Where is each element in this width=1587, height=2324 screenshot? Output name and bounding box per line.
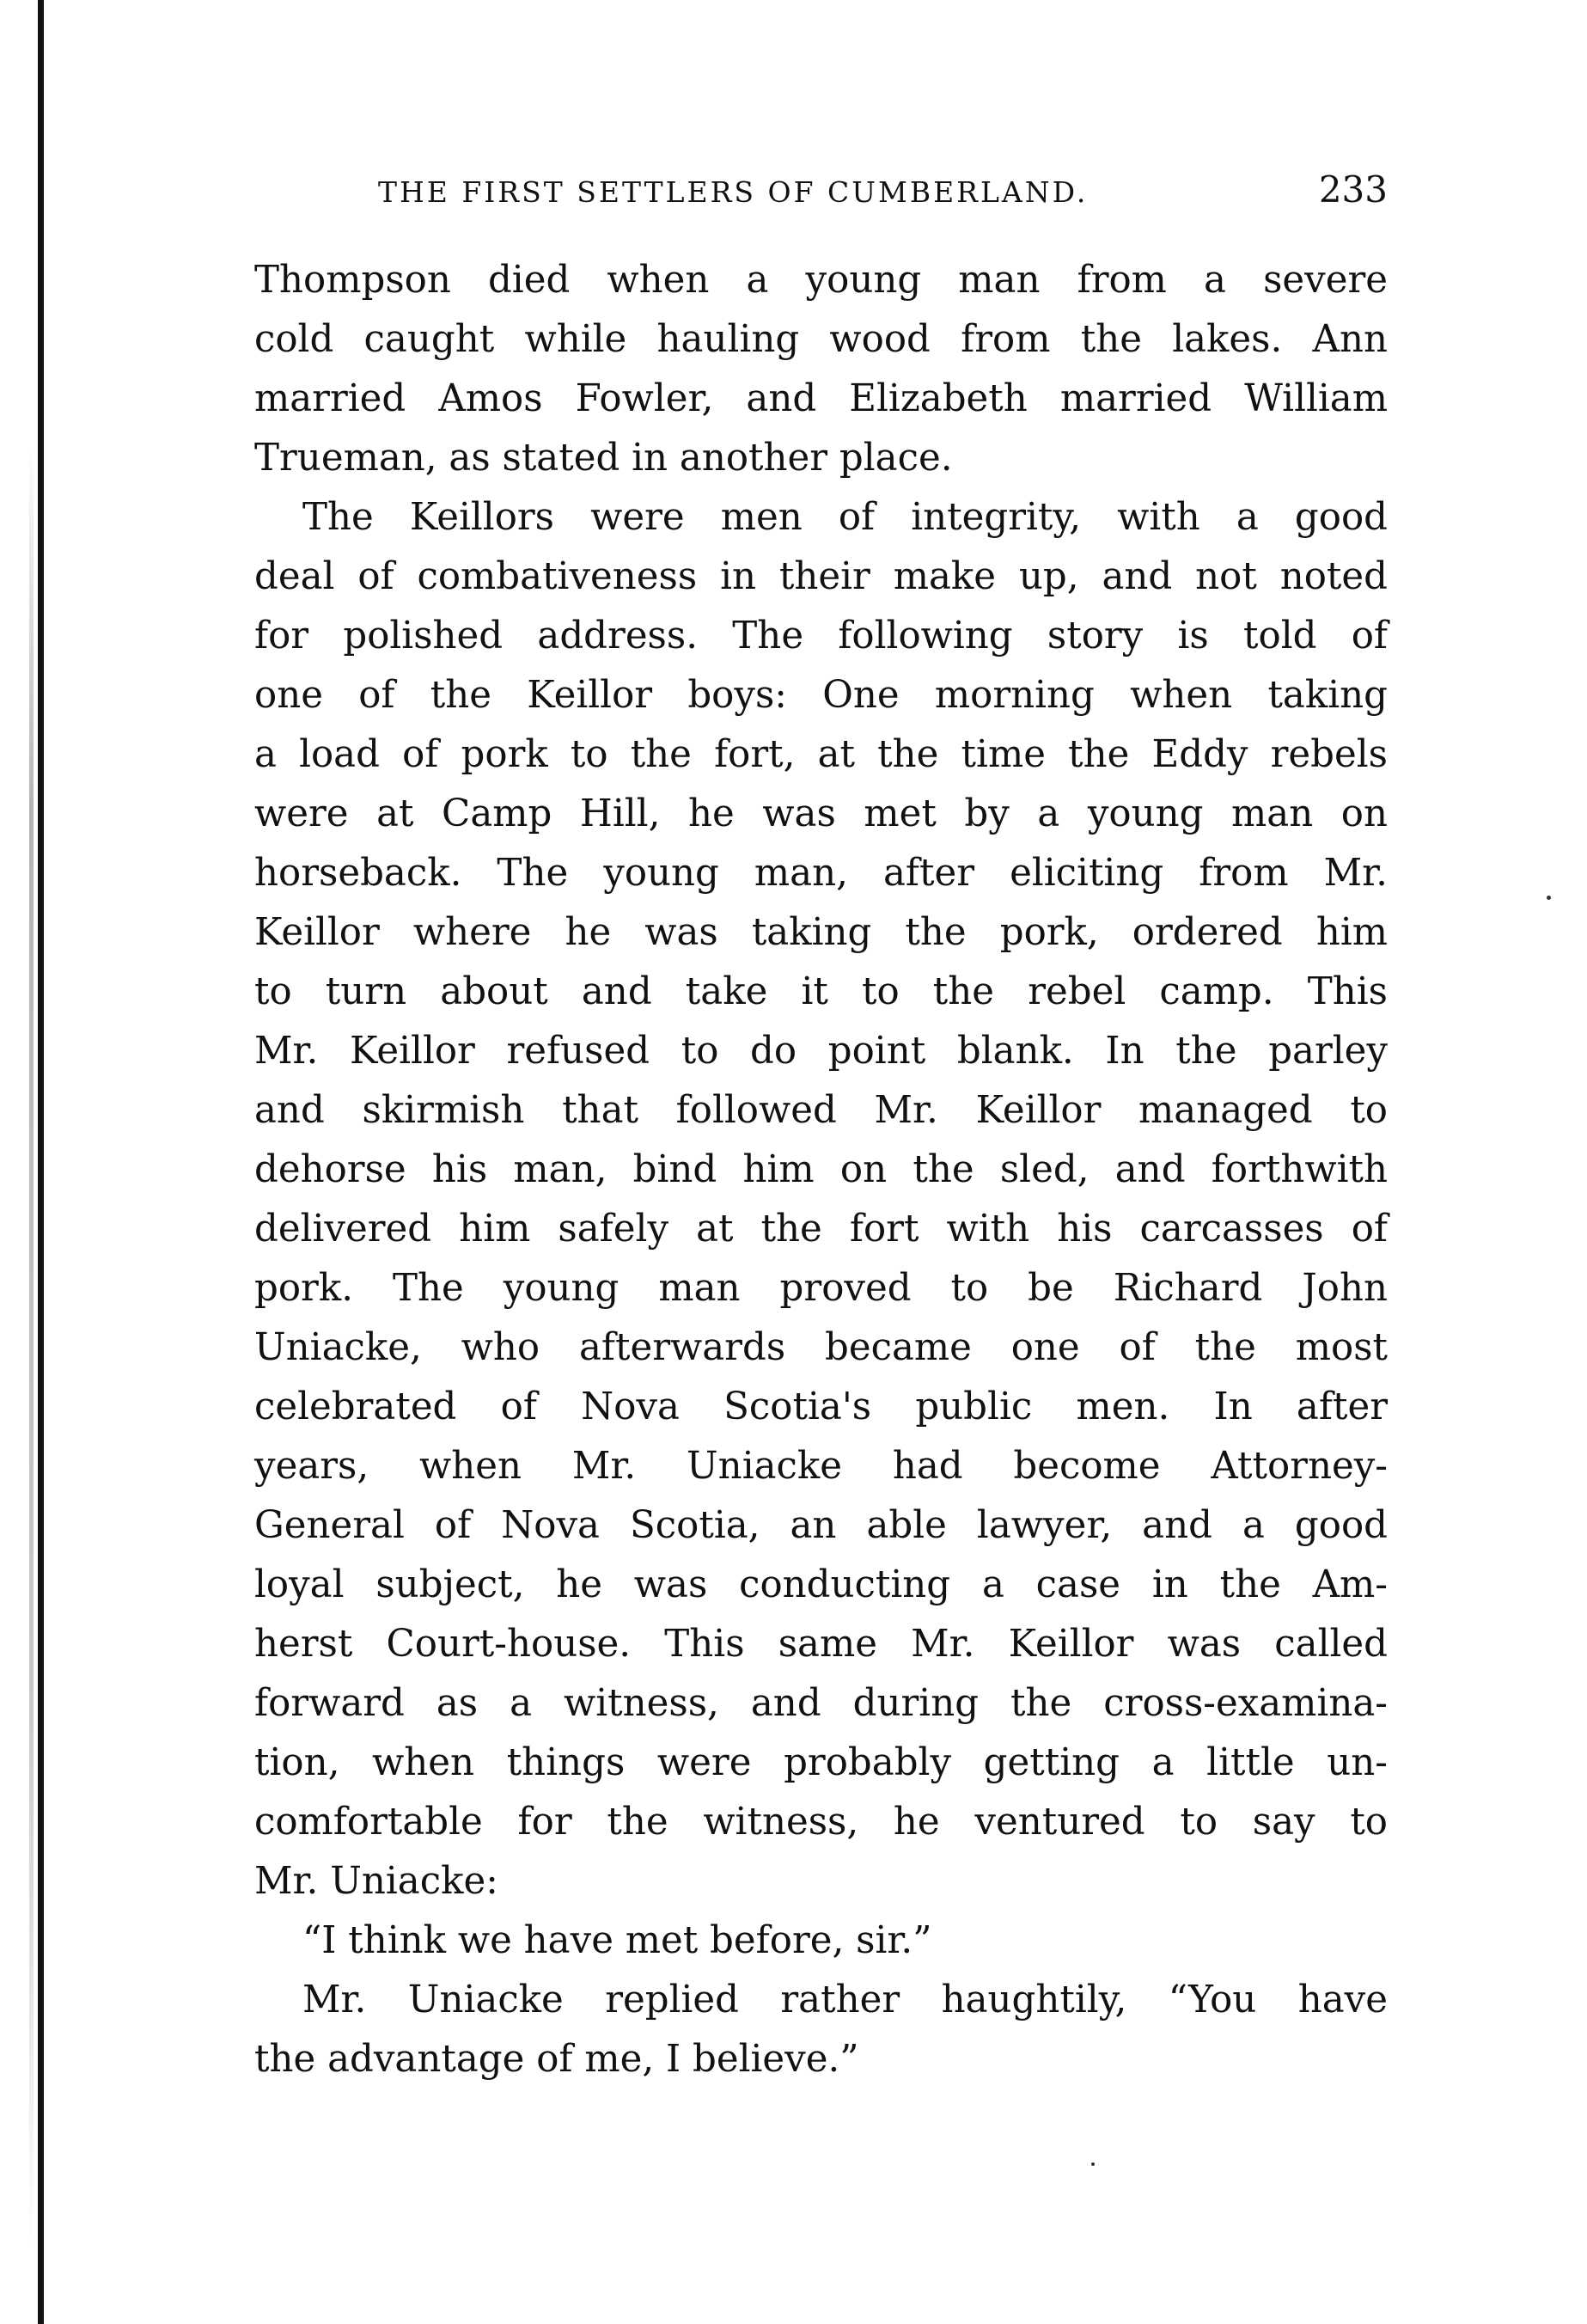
text-line: delivered him safely at the fort with his carcasses of xyxy=(254,1208,1388,1251)
text-line: Uniacke, who afterwards became one of the most xyxy=(254,1326,1388,1369)
stray-ink-dot xyxy=(1547,896,1551,900)
text-line: married Amos Fowler, and Elizabeth married William xyxy=(254,377,1388,420)
text-line: comfortable for the witness, he ventured to say to xyxy=(254,1801,1388,1844)
text-line: a load of pork to the fort, at the time the Eddy rebels xyxy=(254,733,1388,776)
text-line: Keillor where he was taking the pork, ordered him xyxy=(254,911,1388,954)
running-head: THE FIRST SETTLERS OF CUMBERLAND. xyxy=(378,175,1089,209)
text-line: one of the Keillor boys: One morning when taking xyxy=(254,674,1388,717)
text-line: tion, when things were probably getting a little un- xyxy=(254,1741,1388,1784)
text-line: years, when Mr. Uniacke had become Attorney- xyxy=(254,1445,1388,1488)
text-line: deal of combativeness in their make up, and not noted xyxy=(254,555,1388,598)
text-line: and skirmish that followed Mr. Keillor managed to xyxy=(254,1089,1388,1132)
page-number: 233 xyxy=(1318,168,1388,211)
text-line: Thompson died when a young man from a severe xyxy=(254,259,1388,302)
text-line: loyal subject, he was conducting a case in the Am- xyxy=(254,1563,1388,1606)
text-line: cold caught while hauling wood from the lakes. Ann xyxy=(254,318,1388,361)
stray-ink-dot xyxy=(1091,2162,1095,2166)
text-line: celebrated of Nova Scotia's public men. In after xyxy=(254,1385,1388,1428)
text-line: pork. The young man proved to be Richard John xyxy=(254,1267,1388,1310)
binding-edge xyxy=(38,0,44,2324)
text-line: General of Nova Scotia, an able lawyer, and a good xyxy=(254,1504,1388,1547)
text-line: Mr. Uniacke replied rather haughtily, “You have xyxy=(302,1978,1388,2021)
text-line: “I think we have met before, sir.” xyxy=(302,1919,932,1962)
text-line: to turn about and take it to the rebel camp. This xyxy=(254,970,1388,1013)
binding-edge-shadow xyxy=(29,447,34,2252)
text-line: Trueman, as stated in another place. xyxy=(254,437,953,480)
text-line: for polished address. The following story is told of xyxy=(254,615,1388,657)
text-line: were at Camp Hill, he was met by a young man on xyxy=(254,792,1388,835)
body-text xyxy=(254,251,1388,2089)
page-header xyxy=(378,168,1388,220)
text-line: horseback. The young man, after eliciting from Mr. xyxy=(254,852,1388,895)
text-line: Mr. Keillor refused to do point blank. In the parley xyxy=(254,1030,1388,1073)
text-line: forward as a witness, and during the cross-examina- xyxy=(254,1682,1388,1725)
text-line: herst Court-house. This same Mr. Keillor was called xyxy=(254,1623,1388,1666)
text-line: The Keillors were men of integrity, with a good xyxy=(302,496,1388,539)
text-line: the advantage of me, I believe.” xyxy=(254,2038,859,2081)
text-line: dehorse his man, bind him on the sled, and forthwith xyxy=(254,1148,1388,1191)
text-line: Mr. Uniacke: xyxy=(254,1860,498,1903)
